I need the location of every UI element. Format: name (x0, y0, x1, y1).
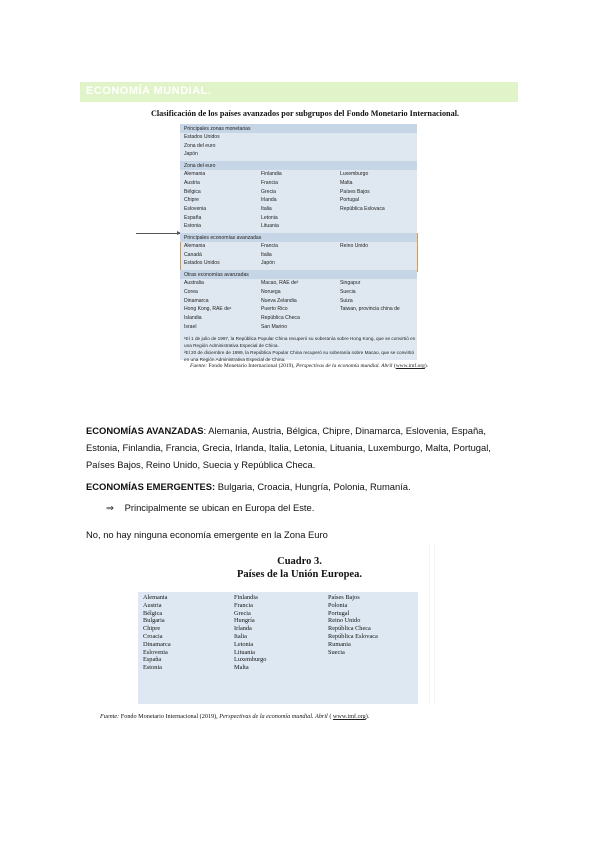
table1-cell: Suecia (340, 288, 356, 295)
source-open: ( (392, 363, 396, 369)
table1-cell: España (184, 214, 202, 221)
table1-cell: Alemania (184, 171, 206, 178)
table1-cell: Alemania (184, 243, 206, 249)
table1-cell: Finlandia (261, 171, 282, 178)
table2-column-2 (234, 594, 266, 672)
advanced-label: ECONOMÍAS AVANZADAS (86, 425, 204, 436)
table1-cell: Hong Kong, RAE de¹ (184, 306, 232, 313)
table2-cell: Letonia (234, 640, 254, 648)
table1-cell: San Marino (261, 323, 288, 330)
table2-cell: Alemania (143, 594, 168, 601)
table1-cell: Estados Unidos (184, 134, 220, 140)
table1-cell: Eslovenia (184, 205, 207, 212)
table1-cell: Singapur (340, 280, 361, 287)
table1-section-header (180, 124, 417, 133)
table1-cell: Francia (261, 179, 278, 186)
table2-cell: República Eslovaca (328, 632, 378, 640)
table1-cell: Puerto Rico (261, 306, 288, 313)
table2-cell: Eslovenia (143, 648, 168, 656)
section-title: ECONOMÍA MUNDIAL. (86, 85, 212, 97)
table2-cell: Finlandia (234, 594, 258, 601)
table2-cell: Bélgica (143, 609, 163, 617)
source-text: Fondo Monetario Internacional (2019), (207, 363, 297, 369)
table1-footnote: ¹El 1 de julio de 1997, la República Popular China recuperó su soberanía sobre Hong Kong, que se convirtió en una Región Administrativa Especial de China. (184, 336, 416, 349)
table2-title-line1: Cuadro 3. (277, 556, 322, 567)
table1-cell: Luxemburgo (340, 171, 369, 178)
table1-caption: Clasificación de los países avanzados por subgrupos del Fondo Monetario Internacional. (150, 109, 460, 118)
table1-cell: Bélgica (184, 188, 201, 195)
table2-cell: Reino Unido (328, 617, 361, 625)
table1-cell: Taiwan, provincia china de (340, 306, 400, 313)
table2-column-3 (328, 594, 378, 656)
table1-cell: Irlanda (261, 197, 277, 204)
table2-cell: Luxemburgo (234, 656, 267, 664)
source-text: Fondo Monetario Internacional (2019), (119, 713, 220, 720)
advanced-economies-paragraph (86, 422, 518, 473)
bullet-item (106, 502, 314, 514)
table2-cell: Austria (143, 601, 162, 609)
source-open: ( (327, 713, 333, 720)
table2-cell: Grecia (234, 609, 251, 617)
table1-cell: Suiza (340, 297, 353, 304)
source-link[interactable]: www.imf.org (332, 713, 366, 720)
table2-eu-countries (138, 592, 418, 704)
table2-cell: España (143, 656, 162, 664)
table1-cell: Australia (184, 280, 204, 287)
table1-cell: Italia (261, 205, 272, 212)
table1-section-header (180, 161, 417, 170)
table1-cell: Países Bajos (340, 188, 370, 195)
table1-cell: Nueva Zelandia (261, 297, 297, 304)
table1-cell: Lituania (261, 223, 279, 230)
table2-title-line2: Países de la Unión Europea. (237, 569, 362, 580)
table2-cell: Polonia (328, 601, 348, 609)
table2-cell: Países Bajos (328, 594, 360, 601)
source-close: ). (365, 713, 370, 720)
table1-cell: Estonia (184, 223, 201, 230)
source-italic: Perspectivas de la economía mundial. Abril (296, 363, 393, 369)
source-close: ). (424, 363, 429, 369)
table2-source (100, 713, 369, 720)
emerging-economies-paragraph (86, 478, 518, 495)
table2-cell: Estonia (143, 664, 162, 672)
table2-cell: Rumania (328, 640, 351, 648)
table1-cell: Chipre (184, 197, 200, 204)
source-link[interactable]: www.imf.org (395, 363, 425, 369)
table1-footnote: ²El 20 de diciembre de 1999, la República Popular China recuperó su soberanía sobre Macao, que se convirtió en una Región Administrativa Especial de China. (184, 350, 415, 363)
table1-cell: Japón (184, 151, 198, 158)
table1-cell: Dinamarca (184, 297, 209, 304)
table2-cell: Dinamarca (143, 640, 171, 648)
table1-cell: Letonia (261, 214, 278, 221)
table1-cell: Israel (184, 323, 197, 330)
advanced-text: : Alemania, Austria, Bélgica, Chipre, Dinamarca, Eslovenia, España, Estonia, Finlandia, Francia, Grecia, Irlanda, Italia, Letonia, Lituania, Luxemburgo, Malta, Portugal, Países Bajos, Reino Unido, Suecia y República Checa. (86, 425, 491, 470)
table1-cell: República Eslovaca (340, 205, 385, 212)
table2-cell: Hungría (234, 617, 255, 625)
table1-cell: República Checa (261, 314, 300, 321)
table1-section-header (180, 233, 417, 242)
source-label: Fuente: (190, 363, 208, 369)
emerging-label: ECONOMÍAS EMERGENTES: (86, 481, 216, 492)
table1-source (190, 363, 428, 369)
table1-cell: Francia (261, 243, 278, 249)
arrow-right-icon (136, 233, 180, 234)
table1-cell: Austria (184, 179, 200, 186)
table1-cell: Canadá (184, 251, 202, 258)
table1-cell: Malta (340, 179, 353, 186)
table2-cell: Chipre (143, 625, 161, 633)
emerging-text: Bulgaria, Croacia, Hungría, Polonia, Rumanía. (215, 481, 411, 492)
section-header-label: Otras economías avanzadas (184, 271, 249, 278)
table2-cell: Portugal (328, 609, 350, 617)
table1-cell: Reino Unido (340, 243, 369, 249)
table2-cell: Francia (234, 601, 253, 609)
section-header-label: Principales zonas monetarias (184, 125, 251, 132)
table2-cell: Malta (234, 664, 249, 672)
table1-cell: Italia (261, 251, 272, 258)
table1-cell: Noruega (261, 288, 281, 295)
table1-cell: Estados Unidos (184, 260, 220, 267)
table1-cell: Portugal (340, 197, 359, 204)
table2-cell: Irlanda (234, 625, 252, 633)
table1-section-header (180, 270, 417, 279)
table1-cell: Islandia (184, 314, 202, 321)
source-italic: Perspectivas de la economía mundial. Abril (219, 713, 328, 720)
table1-cell: Zona del euro (184, 142, 216, 149)
table2-cell: Croacia (143, 632, 163, 640)
table2-cell: Lituania (234, 648, 255, 656)
source-label: Fuente: (100, 713, 120, 720)
table1-cell: Corea (184, 288, 198, 295)
table2-column-1 (143, 594, 171, 672)
table1-cell: Macao, RAE de² (261, 280, 299, 287)
section-header-label: Principales economías avanzadas (184, 234, 262, 241)
table1-cell: Japón (261, 260, 275, 267)
table1-cell: Grecia (261, 188, 277, 195)
table2-cell: República Checa (328, 625, 371, 633)
table1-advanced-economies (180, 124, 417, 363)
table2-cell: Italia (234, 632, 247, 640)
section-header-band (80, 82, 518, 102)
table2-cell: Suecia (328, 648, 345, 656)
section-header-label: Zona del euro (184, 162, 216, 169)
double-arrow-icon: ⇒ (106, 502, 114, 513)
answer-paragraph: No, no hay ninguna economía emergente en la Zona Euro (86, 529, 328, 540)
table2-cell: Bulgaria (143, 617, 165, 625)
bullet-text: Principalmente se ubican en Europa del Este. (124, 502, 315, 513)
